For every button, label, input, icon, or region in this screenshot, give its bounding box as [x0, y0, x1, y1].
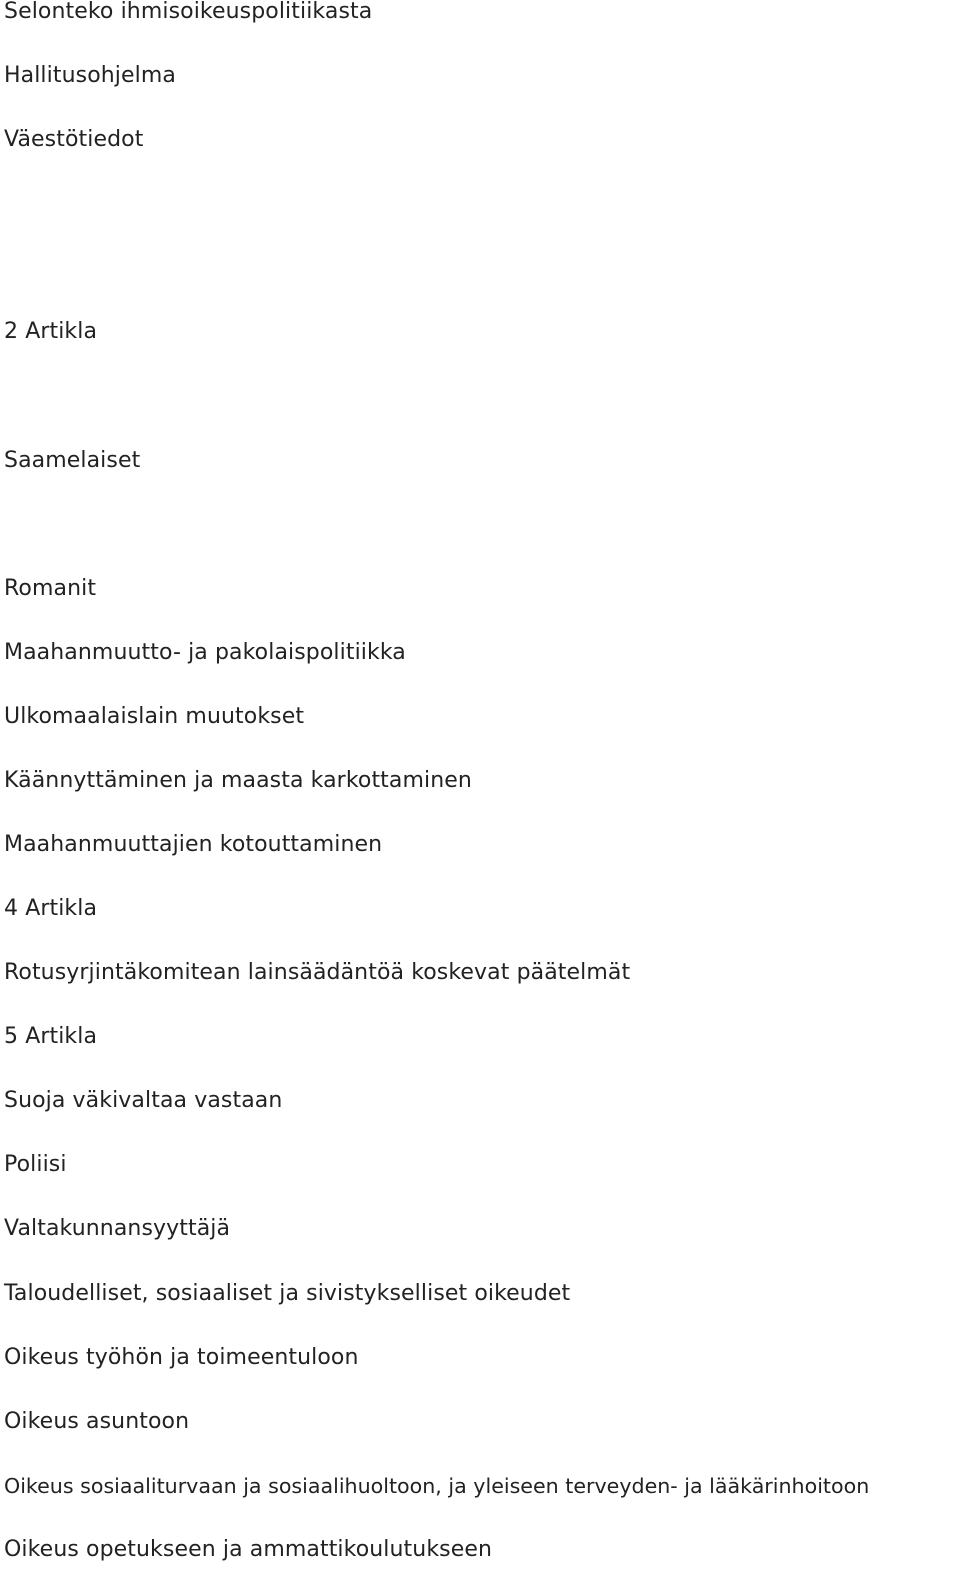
toc-entry: 2 Artikla: [4, 319, 98, 344]
toc-entry: Oikeus opetukseen ja ammattikoulutukseen: [4, 1537, 493, 1562]
toc-entry: Suoja väkivaltaa vastaan: [4, 1088, 283, 1113]
toc-entry: Käännyttäminen ja maasta karkottaminen: [4, 768, 472, 793]
toc-entry: 4 Artikla: [4, 896, 98, 921]
toc-entry: Saamelaiset: [4, 448, 141, 473]
toc-entry: Selonteko ihmisoikeuspolitiikasta: [4, 0, 373, 24]
toc-entry: Rotusyrjintäkomitean lainsäädäntöä koskevat päätelmät: [4, 960, 631, 985]
toc-entry: Poliisi: [4, 1152, 67, 1177]
toc-entry: Maahanmuuttajien kotouttaminen: [4, 832, 383, 857]
toc-entry: Oikeus asuntoon: [4, 1409, 190, 1434]
toc-entry: Romanit: [4, 576, 97, 601]
toc-entry: Ulkomaalaislain muutokset: [4, 704, 305, 729]
toc-entry: Valtakunnansyyttäjä: [4, 1216, 231, 1241]
toc-entry: 5 Artikla: [4, 1024, 98, 1049]
toc-entry: Maahanmuutto- ja pakolaispolitiikka: [4, 640, 406, 665]
toc-entry: Väestötiedot: [4, 127, 144, 152]
toc-entry: Oikeus sosiaaliturvaan ja sosiaalihuoltoon, ja yleiseen terveyden- ja lääkärinhoitoon: [4, 1474, 870, 1498]
toc-entry: Hallitusohjelma: [4, 63, 176, 88]
toc-entry: Oikeus työhön ja toimeentuloon: [4, 1345, 359, 1370]
toc-entry: Taloudelliset, sosiaaliset ja sivistykselliset oikeudet: [4, 1281, 571, 1306]
